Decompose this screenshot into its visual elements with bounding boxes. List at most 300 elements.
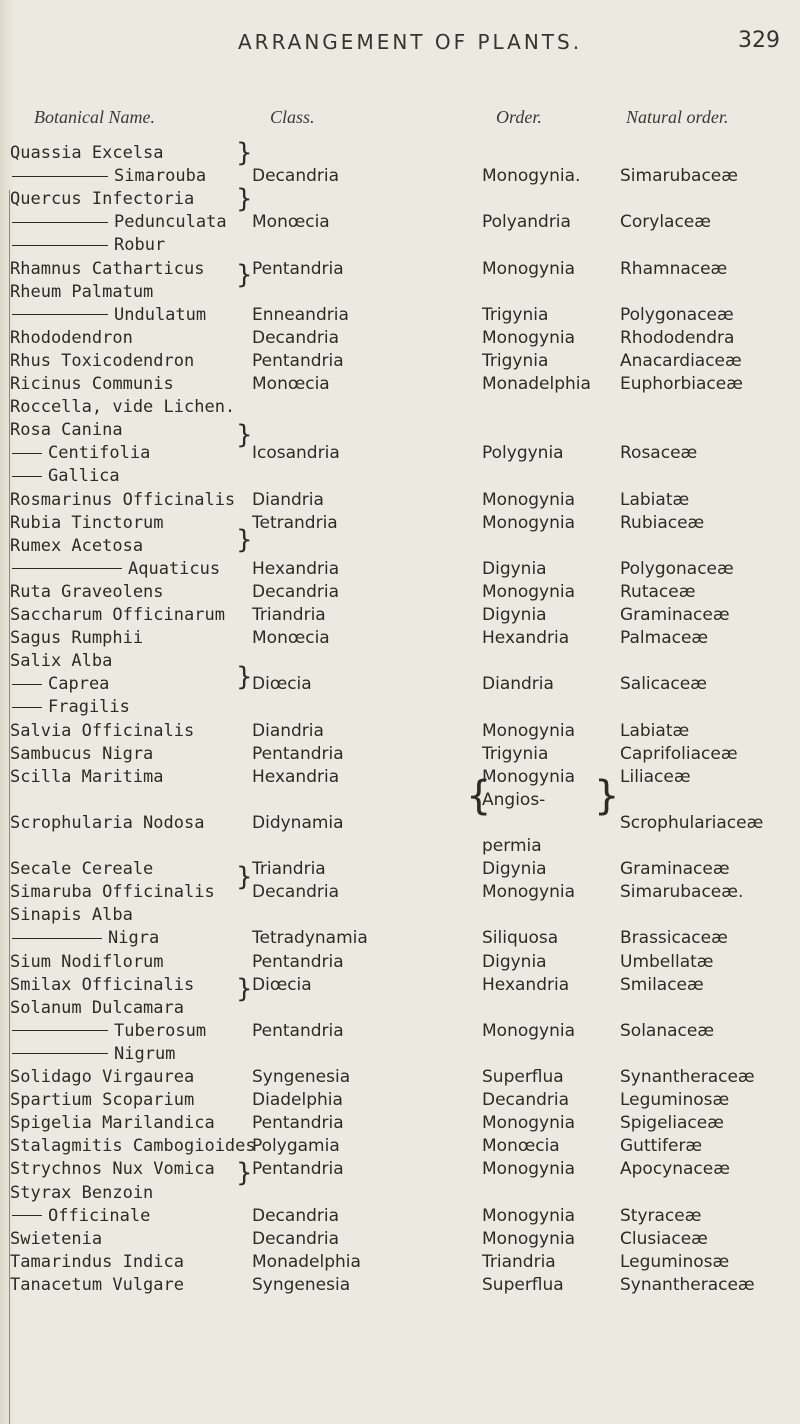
ditto-dash [12,453,42,454]
botanical-name [12,212,227,232]
botanical-name-text: Centifolia [48,443,151,464]
botanical-name [10,1113,215,1133]
order-cell [482,328,575,348]
botanical-name [10,882,215,902]
botanical-name [12,1021,206,1041]
table-row [0,998,800,1018]
table-row [0,905,800,925]
class-cell-text: Icosandria [252,443,340,464]
botanical-name [10,767,164,787]
natural-order-cell [620,1229,708,1249]
natural-order-cell-text: Palmaceæ [620,628,709,649]
order-cell [482,721,575,741]
natural-order-cell [620,1252,729,1272]
table-row [0,143,800,163]
class-cell [252,305,349,325]
order-cell [482,305,548,325]
order-cell-text: Monogynia [482,1228,576,1249]
natural-order-cell-text: Scrophulariaceæ [620,812,764,833]
botanical-name [12,235,165,255]
natural-order-cell-text: Rosaceæ [620,443,698,464]
brace-icon: } [236,184,253,214]
order-cell-text: Trigynia [482,304,549,325]
order-cell-text: Monogynia [482,1113,576,1134]
table-row [0,952,800,972]
natural-order-cell-text: Synantheraceæ [620,1274,755,1295]
ditto-dash [12,1030,108,1031]
botanical-name-text: Simaruba Officinalis [10,882,215,903]
natural-order-cell [620,1090,729,1110]
ditto-dash [12,707,42,708]
botanical-name-text: Saccharum Officinarum [10,605,225,625]
botanical-name-text: Solidago Virgaurea [10,1067,195,1087]
order-cell [482,767,575,787]
class-cell [252,328,339,348]
natural-order-cell-text: Synantheraceæ [620,1067,755,1087]
botanical-name-text: Aquaticus [128,558,221,579]
natural-order-cell [620,305,734,325]
botanical-name-text: Rosmarinus Officinalis [10,489,236,510]
order-cell [482,674,554,694]
natural-order-cell [620,490,689,510]
ditto-dash [12,245,108,246]
botanical-name [10,328,133,348]
brace-icon: } [236,525,253,555]
botanical-name [10,813,204,833]
botanical-name-text: Rheum Palmatum [10,281,154,302]
order-cell-text: Monogynia [482,1020,576,1041]
table-row [0,813,800,833]
table-row [0,744,800,764]
table-row [0,443,800,463]
table-row [0,767,800,787]
order-cell-text: Monogynia [482,1205,576,1226]
class-cell-text: Tetrandria [252,512,338,533]
brace-icon: } [236,862,253,892]
class-cell-text: Decandria [252,1228,340,1249]
order-cell [482,859,547,879]
natural-order-cell [620,674,707,694]
natural-order-cell [620,882,743,902]
class-cell [252,1229,339,1249]
table-row [0,1183,800,1203]
table-row [0,328,800,348]
order-cell [482,952,547,972]
class-cell [252,1090,343,1110]
order-cell-text: Monogynia [482,720,576,741]
table-row [0,466,800,486]
order-cell [482,1275,564,1295]
botanical-name-text: Rhododendron [10,327,133,348]
natural-order-cell [620,1275,755,1295]
class-cell-text: Hexandria [252,558,340,579]
order-cell-text: Monadelphia [482,374,591,394]
column-header-order: Order. [496,107,542,127]
natural-order-cell-text: Brassicaceæ [620,928,728,949]
botanical-name-text: Secale Cereale [10,859,154,880]
natural-order-cell [620,259,727,279]
table-row [0,282,800,302]
table-row [0,420,800,440]
table-row [0,1252,800,1272]
class-cell [252,859,326,879]
class-cell [252,1067,350,1087]
table-row [0,1044,800,1064]
running-title: ARRANGEMENT OF PLANTS. [238,30,583,54]
class-cell-text: Pentandria [252,1159,344,1180]
botanical-name-text: Smilax Officinalis [10,974,195,995]
class-cell-text: Decandria [252,882,340,903]
class-cell-text: Monœcia [252,628,330,649]
botanical-name [10,1229,102,1249]
botanical-name-text: Sinapis Alba [10,905,133,926]
botanical-name-text: Salvia Officinalis [10,720,195,741]
page-number: 329 [738,28,780,53]
botanical-name-text: Gallica [48,466,120,487]
botanical-name-text: Rhus Toxicodendron [10,350,195,371]
column-header-class: Class. [270,107,315,127]
natural-order-cell-text: Leguminosæ [620,1251,730,1272]
class-cell [252,1136,340,1156]
order-cell-text: Monogynia [482,766,576,787]
class-cell [252,721,324,741]
natural-order-cell-text: Corylaceæ [620,212,711,233]
botanical-name-text: Rosa Canina [10,420,123,441]
botanical-name-text: Officinale [48,1205,151,1226]
natural-order-cell [620,443,697,463]
class-cell-text: Monœcia [252,374,330,394]
ditto-dash [12,476,42,477]
class-cell [252,490,324,510]
table-row [0,651,800,671]
ditto-dash [12,1053,108,1054]
class-cell [252,559,339,579]
botanical-name [12,166,206,186]
table-row [0,397,800,417]
natural-order-cell [620,744,738,764]
botanical-name-text: Undulatum [114,304,207,325]
botanical-name [10,1252,184,1272]
order-cell-text: Monogynia [482,258,576,279]
order-cell [482,605,547,625]
table-row [0,582,800,602]
brace-icon: } [236,138,253,168]
brace-icon: } [236,260,253,290]
class-cell-text: Syngenesia [252,1067,351,1087]
ditto-dash [12,176,108,177]
class-cell [252,582,339,602]
class-cell [252,443,340,463]
order-cell-text: Angios- [482,789,546,810]
botanical-name-text: Quercus Infectoria [10,189,195,210]
natural-order-cell [620,351,742,371]
class-cell [252,1021,344,1041]
natural-order-cell [620,859,730,879]
natural-order-cell [620,212,711,232]
order-cell [482,744,548,764]
order-cell-text: Hexandria [482,974,570,995]
class-cell [252,212,330,232]
order-cell-text: Decandria [482,1090,570,1111]
class-cell-text: Pentandria [252,350,344,371]
order-cell [482,1067,564,1087]
table-row [0,1159,800,1179]
natural-order-cell-text: Caprifoliaceæ [620,743,738,764]
order-cell-text: Digynia [482,605,547,625]
table-row [0,628,800,648]
class-cell-text: Decandria [252,327,340,348]
order-cell [482,1229,575,1249]
table-row [0,1136,800,1156]
class-cell [252,1113,344,1133]
order-cell-text: Trigynia [482,350,549,371]
class-cell-text: Tetradynamia [252,928,368,949]
natural-order-cell-text: Euphorbiaceæ [620,374,743,394]
order-cell [482,836,542,856]
class-cell [252,513,338,533]
table-row [0,859,800,879]
order-cell-text: Monogynia [482,1159,576,1180]
class-cell [252,1159,344,1179]
class-cell-text: Diandria [252,489,324,510]
botanical-name [10,259,204,279]
class-cell-text: Syngenesia [252,1274,351,1295]
order-cell [482,1136,560,1156]
class-cell [252,259,344,279]
class-cell-text: Monadelphia [252,1251,361,1272]
ditto-dash [12,684,42,685]
botanical-name-text: Nigrum [114,1043,176,1064]
natural-order-cell-text: Smilaceæ [620,974,704,995]
order-cell [482,582,575,602]
natural-order-cell [620,767,691,787]
natural-order-cell [620,1113,724,1133]
ditto-dash [12,314,108,315]
order-cell-text: Siliquosa [482,928,559,949]
natural-order-cell-text: Leguminosæ [620,1090,730,1111]
botanical-name [10,282,153,302]
table-row [0,189,800,209]
natural-order-cell-text: Clusiaceæ [620,1228,708,1249]
botanical-name [12,1206,150,1226]
ditto-dash [12,1215,42,1216]
order-cell-text: Trigynia [482,743,549,764]
order-cell [482,374,591,394]
order-cell [482,882,575,902]
order-cell-text: Triandria [482,1251,556,1272]
natural-order-cell [620,374,743,394]
natural-order-cell-text: Graminaceæ [620,605,730,625]
brace-icon: } [236,420,253,450]
table-row [0,305,800,325]
order-cell [482,790,545,810]
botanical-name [10,998,184,1018]
table-row [0,166,800,186]
natural-order-cell-text: Apocynaceæ [620,1159,730,1180]
botanical-name [10,1275,184,1295]
class-cell-text: Pentandria [252,951,344,972]
page-header [0,22,800,62]
class-cell [252,767,339,787]
botanical-name-text: Quassia Excelsa [10,143,164,163]
natural-order-cell [620,1136,702,1156]
brace-icon: } [594,773,620,819]
natural-order-cell-text: Labiatæ [620,720,690,741]
botanical-name-text: Rumex Acetosa [10,535,144,556]
botanical-name [10,143,164,163]
order-cell [482,259,575,279]
botanical-name [10,859,153,879]
botanical-name-text: Pedunculata [114,212,227,233]
botanical-name [12,928,159,948]
class-cell-text: Pentandria [252,258,344,279]
botanical-name-text: Sambucus Nigra [10,743,154,764]
order-cell [482,513,575,533]
botanical-name [10,721,194,741]
botanical-name-text: Salix Alba [10,651,113,672]
class-cell [252,1275,350,1295]
table-row [0,235,800,255]
brace-icon: } [236,974,253,1004]
botanical-name [10,744,153,764]
natural-order-cell-text: Salicaceæ [620,674,707,695]
class-cell-text: Pentandria [252,743,344,764]
class-cell [252,674,312,694]
class-cell [252,628,330,648]
botanical-name [10,905,133,925]
order-cell-text: Digynia [482,951,547,972]
natural-order-cell [620,975,704,995]
natural-order-cell [620,328,734,348]
table-row [0,1021,800,1041]
order-cell-text: Monogynia [482,327,576,348]
order-cell-text: permia [482,836,542,856]
class-cell [252,928,368,948]
order-cell [482,1113,575,1133]
brace-icon: { [466,773,492,819]
botanical-name [12,466,120,486]
botanical-name-text: Spartium Scoparium [10,1090,195,1111]
order-cell-text: Monogynia [482,882,576,903]
botanical-name-text: Scrophularia Nodosa [10,812,205,833]
botanical-name-text: Scilla Maritima [10,766,164,787]
order-cell-text: Monogynia [482,581,576,602]
botanical-name-text: Styrax Benzoin [10,1182,154,1203]
natural-order-cell [620,1206,701,1226]
botanical-name [10,374,174,394]
botanical-name [10,536,143,556]
botanical-name-text: Ruta Graveolens [10,581,164,602]
table-row [0,259,800,279]
order-cell [482,1021,575,1041]
order-cell-text: Polygynia [482,443,564,464]
botanical-name-text: Nigra [108,928,160,949]
natural-order-cell-text: Polygonaceæ [620,558,734,579]
botanical-name-text: Strychnos Nux Vomica [10,1159,215,1180]
natural-order-cell-text: Spigeliaceæ [620,1113,724,1134]
table-row [0,882,800,902]
natural-order-cell [620,559,734,579]
order-cell-text: Superflua [482,1067,564,1087]
botanical-name-text: Rubia Tinctorum [10,512,164,533]
botanical-name [12,305,206,325]
order-cell [482,443,564,463]
natural-order-cell-text: Labiatæ [620,489,690,510]
natural-order-cell [620,582,695,602]
order-cell-text: Superflua [482,1274,564,1295]
natural-order-cell [620,513,704,533]
botanical-name [12,1044,175,1064]
table-row [0,351,800,371]
class-cell-text: Diandria [252,720,324,741]
natural-order-cell [620,928,728,948]
botanical-name [12,674,109,694]
order-cell-text: Monogynia [482,512,576,533]
column-header-botanical-name: Botanical Name. [34,107,155,127]
natural-order-cell-text: Rutaceæ [620,581,696,602]
order-cell-text: Diandria [482,674,554,695]
class-cell [252,975,312,995]
order-cell-text: Monogynia. [482,166,581,187]
ditto-dash [12,222,108,223]
class-cell [252,1252,361,1272]
botanical-name-text: Tuberosum [114,1020,207,1041]
class-cell-text: Diœcia [252,974,312,995]
botanical-name [10,490,235,510]
botanical-name-text: Solanum Dulcamara [10,997,184,1018]
natural-order-cell-text: Polygonaceæ [620,304,734,325]
botanical-name-text: Spigelia Marilandica [10,1113,215,1134]
brace-icon: } [236,662,253,692]
class-cell-text: Decandria [252,581,340,602]
order-cell-text: Monœcia [482,1136,560,1157]
natural-order-cell [620,166,738,186]
botanical-name [10,628,143,648]
natural-order-cell-text: Graminaceæ [620,859,730,880]
botanical-name-text: Fragilis [48,697,130,718]
botanical-name [10,189,194,209]
table-row [0,928,800,948]
botanical-name-text: Stalagmitis Cambogioides [10,1136,256,1157]
botanical-name-text: Ricinus Communis [10,374,174,394]
botanical-name [12,697,130,717]
order-cell [482,975,569,995]
natural-order-cell-text: Styraceæ [620,1205,702,1226]
class-cell-text: Triandria [252,605,326,625]
botanical-name-text: Sium Nodiflorum [10,951,164,972]
table-row [0,975,800,995]
botanical-name-text: Simarouba [114,166,207,187]
botanical-name [10,651,112,671]
botanical-name-text: Tanacetum Vulgare [10,1274,184,1295]
natural-order-cell [620,605,730,625]
botanical-name-text: Swietenia [10,1228,103,1249]
botanical-name [12,443,150,463]
order-cell [482,490,575,510]
botanical-name [10,1183,153,1203]
class-cell-text: Decandria [252,166,340,187]
natural-order-cell [620,1067,755,1087]
table-row [0,721,800,741]
table-row [0,697,800,717]
natural-order-cell [620,952,713,972]
botanical-name [10,582,164,602]
class-cell-text: Triandria [252,859,326,880]
natural-order-cell [620,1159,730,1179]
order-cell [482,1090,569,1110]
class-cell-text: Polygamia [252,1136,340,1157]
order-cell-text: Digynia [482,558,547,579]
